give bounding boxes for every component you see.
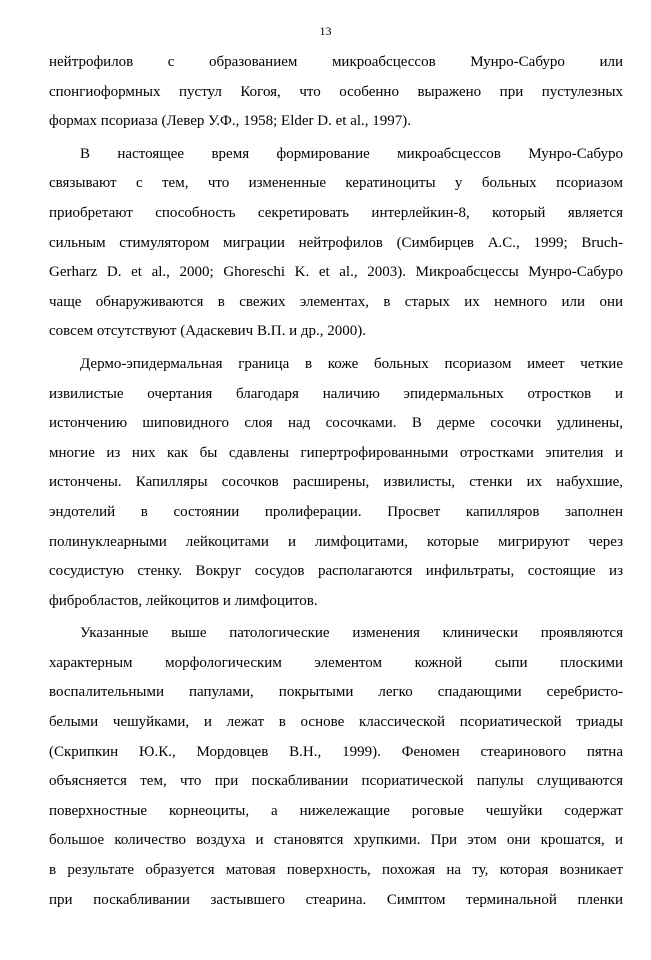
text-line: характерным морфологическим элементом кожной сыпи плоскими: [49, 654, 623, 671]
text-line: полинуклеарными лейкоцитами и лимфоцитами, которые мигрируют через: [49, 533, 623, 550]
text-line: объясняется тем, что при поскабливании псориатической папулы слущиваются: [49, 773, 623, 790]
text-line: (Скрипкин Ю.К., Мордовцев В.Н., 1999). Феномен стеаринового пятна: [49, 743, 623, 760]
text-line: истончению шиповидного слоя над сосочками. В дерме сосочки удлинены,: [49, 415, 623, 432]
text-line: в результате образуется матовая поверхность, похожая на ту, которая возникает: [49, 862, 623, 879]
paragraph-2: [49, 144, 623, 351]
text-line: эндотелий в состоянии пролиферации. Просвет капилляров заполнен: [49, 503, 623, 520]
paragraph-4: [49, 623, 623, 919]
text-line: Gerharz D. et al., 2000; Ghoreschi K. et al., 2003). Микроабсцессы Мунро-Сабуро: [49, 264, 623, 281]
text-line: чаще обнаруживаются в свежих элементах, в старых их немного или они: [49, 293, 623, 310]
document-body: [49, 52, 623, 919]
text-line: при поскабливании застывшего стеарина. Симптом терминальной пленки: [49, 891, 623, 908]
text-line: фибробластов, лейкоцитов и лимфоцитов.: [49, 592, 318, 609]
paragraph-1: [49, 52, 623, 141]
text-line: поверхностные корнеоциты, а нижележащие роговые чешуйки содержат: [49, 802, 623, 819]
text-line: Указанные выше патологические изменения клинически проявляются: [80, 625, 623, 642]
text-line: извилистые очертания благодаря наличию эпидермальных отростков и: [49, 385, 623, 402]
text-line: формах псориаза (Левер У.Ф., 1958; Elder D. et al., 1997).: [49, 113, 412, 130]
text-line: многие из них как бы сдавлены гипертрофированными отростками эпителия и: [49, 444, 623, 461]
page-number: 13: [319, 24, 332, 38]
paragraph-3: [49, 354, 623, 620]
text-line: большое количество воздуха и становятся хрупкими. При этом они крошатся, и: [49, 832, 623, 849]
text-line: нейтрофилов с образованием микроабсцессов Мунро-Сабуро или: [49, 54, 623, 70]
text-line: сильным стимулятором миграции нейтрофилов (Симбирцев А.С., 1999; Bruch-: [49, 234, 623, 251]
text-line: В настоящее время формирование микроабсцессов Мунро-Сабуро: [80, 145, 623, 162]
text-line: истончены. Капилляры сосочков расширены, извилисты, стенки их набухшие,: [49, 474, 623, 491]
text-line: совсем отсутствуют (Адаскевич В.П. и др., 2000).: [49, 323, 366, 340]
text-line: приобретают способность секретировать интерлейкин-8, который является: [49, 204, 623, 221]
text-line: сосудистую стенку. Вокруг сосудов располагаются инфильтраты, состоящие из: [49, 563, 623, 580]
text-line: белыми чешуйками, и лежат в основе классической псориатической триады: [49, 714, 623, 731]
text-line: спонгиоформных пустул Когоя, что особенно выражено при пустулезных: [49, 83, 623, 100]
text-line: Дермо-эпидермальная граница в коже больных псориазом имеет четкие: [80, 355, 623, 372]
text-line: связывают с тем, что измененные кератиноциты у больных псориазом: [49, 175, 623, 192]
text-line: воспалительными папулами, покрытыми легко спадающими серебристо-: [49, 684, 623, 701]
